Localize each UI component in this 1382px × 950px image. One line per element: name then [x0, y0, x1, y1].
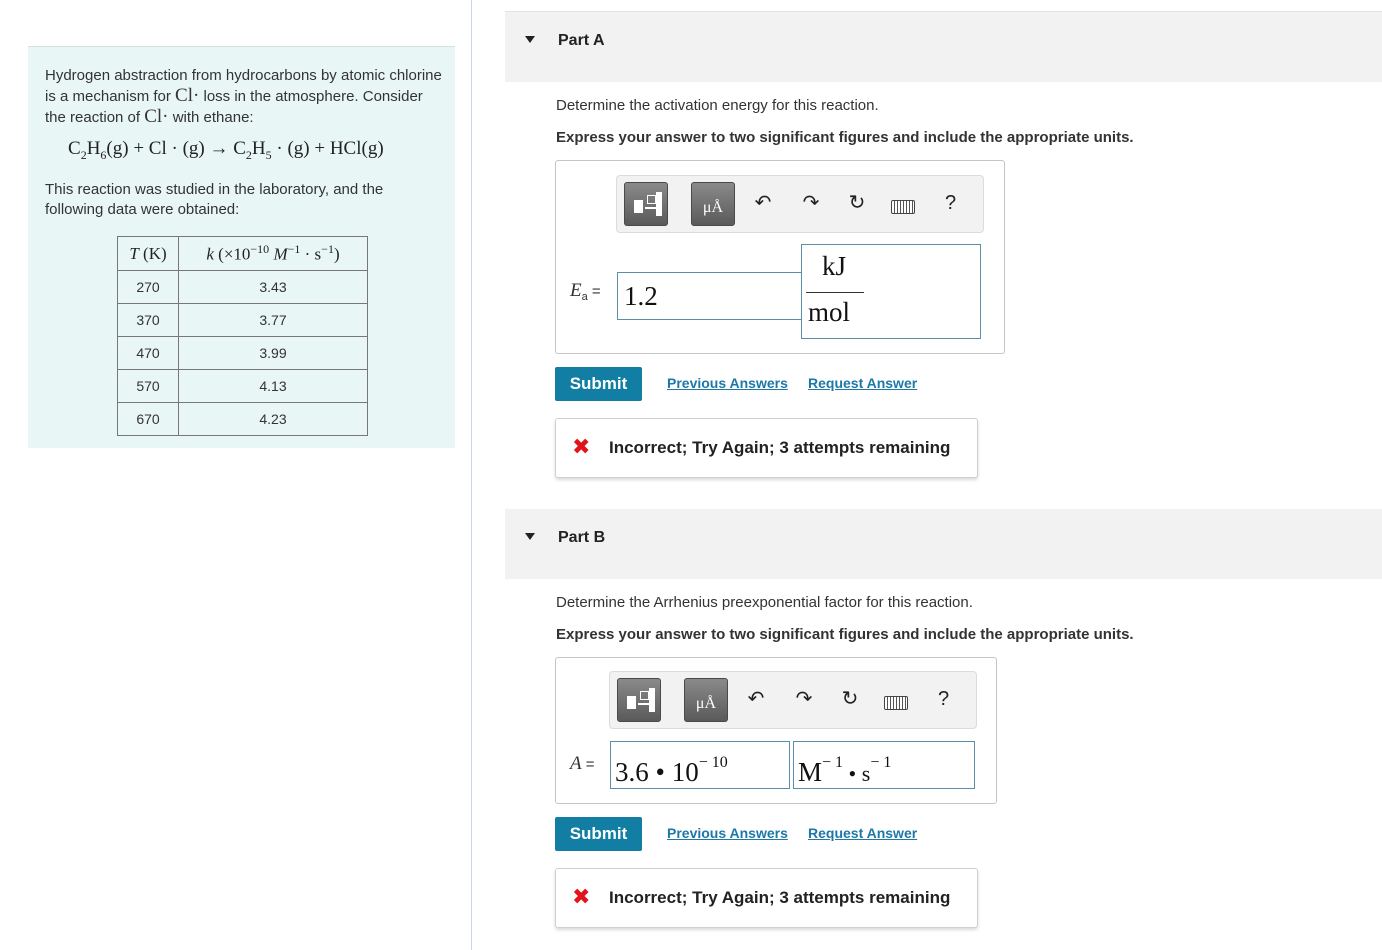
- table-row: [118, 271, 368, 304]
- header-k-close: ): [333, 244, 340, 264]
- help-icon[interactable]: ?: [938, 688, 950, 710]
- cell-rate-constant: 4.23: [179, 403, 368, 436]
- part-a-header[interactable]: [505, 12, 1382, 82]
- part-b-header[interactable]: [505, 509, 1382, 579]
- fraction-bar: [806, 292, 864, 293]
- part-b-submit-button[interactable]: Submit: [555, 817, 642, 851]
- a-label: [570, 753, 595, 775]
- redo-icon[interactable]: ↷: [802, 192, 820, 214]
- unit-s-exponent: − 1: [870, 754, 892, 771]
- template-icon: [640, 691, 649, 700]
- table-row: [118, 337, 368, 370]
- part-a-instruction: Express your answer to two significant figures and include the appropriate units.: [556, 129, 1134, 146]
- problem-statement-panel: [28, 46, 455, 448]
- eq-sub: 2: [80, 147, 87, 162]
- a-symbol: A: [570, 753, 582, 774]
- cell-rate-constant: 3.43: [179, 271, 368, 304]
- help-icon[interactable]: ?: [945, 192, 957, 214]
- units-button[interactable]: [684, 678, 728, 722]
- header-k-s: · s: [300, 244, 322, 264]
- ea-subscript: a: [581, 291, 588, 303]
- feedback-text: Incorrect; Try Again; 3 attempts remaining: [609, 888, 951, 907]
- cell-temperature: 670: [118, 403, 179, 436]
- template-icon: [634, 200, 643, 213]
- part-a-feedback: [555, 418, 978, 478]
- undo-icon[interactable]: ↶: [754, 192, 772, 214]
- reset-icon[interactable]: ↻: [848, 192, 866, 214]
- header-t-unit: (K): [138, 243, 167, 263]
- units-button[interactable]: [691, 182, 735, 226]
- template-icon: [649, 688, 655, 712]
- intro-text-3: with ethane:: [172, 109, 254, 126]
- eq-sub: 5: [265, 147, 272, 162]
- eq-c: C: [68, 138, 81, 159]
- header-t-var: T: [129, 243, 139, 263]
- undo-icon[interactable]: ↶: [747, 688, 765, 710]
- cl-radical-symbol: Cl·: [175, 85, 200, 106]
- part-b-answer-box: [555, 657, 997, 804]
- template-icon: [656, 192, 662, 216]
- part-b-title: Part B: [558, 529, 606, 546]
- a-mantissa: 3.6 • 10: [615, 757, 699, 787]
- templates-button[interactable]: [624, 182, 668, 226]
- eq-end: · (g) + HCl(g): [271, 138, 384, 159]
- part-a-request-answer-link[interactable]: Request Answer: [808, 375, 918, 391]
- cell-temperature: 370: [118, 304, 179, 337]
- eq-h: H: [86, 138, 101, 159]
- ea-value-input[interactable]: 1.2: [617, 272, 803, 320]
- rate-data-table: [117, 236, 368, 436]
- unit-m: M: [798, 757, 823, 787]
- template-icon: [638, 703, 650, 705]
- part-a-question: Determine the activation energy for this reaction.: [556, 97, 879, 114]
- header-k-open: (×10: [213, 244, 251, 264]
- part-b-toolbar: [609, 671, 977, 729]
- intro-text-2: loss in the atmosphere. Consider the reaction of: [45, 88, 423, 126]
- part-b-request-answer-link[interactable]: Request Answer: [808, 825, 918, 841]
- cell-temperature: 270: [118, 271, 179, 304]
- part-b-question: Determine the Arrhenius preexponential factor for this reaction.: [556, 594, 973, 611]
- template-icon: [627, 696, 636, 709]
- cl-radical-symbol-2: Cl·: [144, 106, 169, 127]
- reset-icon[interactable]: ↻: [841, 688, 859, 710]
- eq-sub: 2: [245, 147, 252, 162]
- unit-m-exponent: − 1: [822, 754, 844, 771]
- table-header-row: [118, 237, 368, 271]
- header-rate-constant: [179, 237, 368, 271]
- table-row: [118, 403, 368, 436]
- part-a-submit-button[interactable]: Submit: [555, 367, 642, 401]
- part-a-title: Part A: [558, 32, 605, 49]
- problem-intro: [45, 66, 445, 128]
- collapse-triangle-icon[interactable]: [525, 36, 535, 43]
- reaction-equation: [68, 138, 384, 163]
- ea-equals: =: [587, 283, 601, 300]
- a-units-input[interactable]: [793, 741, 975, 789]
- cell-temperature: 470: [118, 337, 179, 370]
- a-equals: =: [581, 756, 595, 773]
- unit-s: • s: [843, 761, 871, 786]
- part-a-previous-answers-link[interactable]: Previous Answers: [667, 375, 788, 391]
- eq-h: H: [251, 138, 266, 159]
- table-row: [118, 304, 368, 337]
- keyboard-shortcuts-icon[interactable]: [891, 200, 915, 214]
- header-temperature: [118, 237, 179, 271]
- incorrect-x-icon: ✖: [572, 884, 591, 909]
- cell-temperature: 570: [118, 370, 179, 403]
- ea-symbol: E: [570, 280, 582, 301]
- feedback-text: Incorrect; Try Again; 3 attempts remaining: [609, 438, 951, 457]
- header-k-m: M: [269, 244, 288, 264]
- part-b-previous-answers-link[interactable]: Previous Answers: [667, 825, 788, 841]
- unit-numerator: kJ: [822, 251, 847, 281]
- redo-icon[interactable]: ↷: [795, 688, 813, 710]
- template-icon: [645, 207, 657, 209]
- units-icon: μÅ: [695, 695, 717, 712]
- a-exponent: − 10: [698, 754, 728, 771]
- table-row: [118, 370, 368, 403]
- cell-rate-constant: 3.99: [179, 337, 368, 370]
- header-k-sexp: −1: [321, 242, 334, 257]
- units-icon: μÅ: [702, 199, 724, 216]
- header-k-exp: −10: [250, 242, 270, 257]
- templates-button[interactable]: [617, 678, 661, 722]
- eq-sub: 6: [100, 147, 107, 162]
- ea-label: [570, 280, 601, 303]
- part-a-toolbar: [616, 175, 984, 233]
- cell-rate-constant: 3.77: [179, 304, 368, 337]
- a-value-input[interactable]: [610, 741, 790, 789]
- header-k-var: k: [206, 244, 214, 264]
- template-icon: [647, 195, 656, 204]
- ea-units-input[interactable]: [801, 244, 981, 339]
- part-b-instruction: Express your answer to two significant figures and include the appropriate units.: [556, 626, 1134, 643]
- part-b-feedback: [555, 868, 978, 928]
- collapse-triangle-icon[interactable]: [525, 533, 535, 540]
- intro-text-1: Hydrogen abstraction from hydrocarbons by atomic chlorine is a mechanism for: [45, 67, 442, 105]
- study-text: This reaction was studied in the laboratory, and the following data were obtained:: [45, 181, 384, 218]
- column-divider: [471, 0, 472, 950]
- keyboard-shortcuts-icon[interactable]: [884, 696, 908, 710]
- eq-middle: (g) + Cl · (g) → C: [106, 138, 246, 159]
- incorrect-x-icon: ✖: [572, 434, 591, 459]
- part-a-answer-box: [555, 160, 1005, 354]
- cell-rate-constant: 4.13: [179, 370, 368, 403]
- unit-denominator: mol: [808, 297, 851, 327]
- header-k-mexp: −1: [287, 242, 301, 257]
